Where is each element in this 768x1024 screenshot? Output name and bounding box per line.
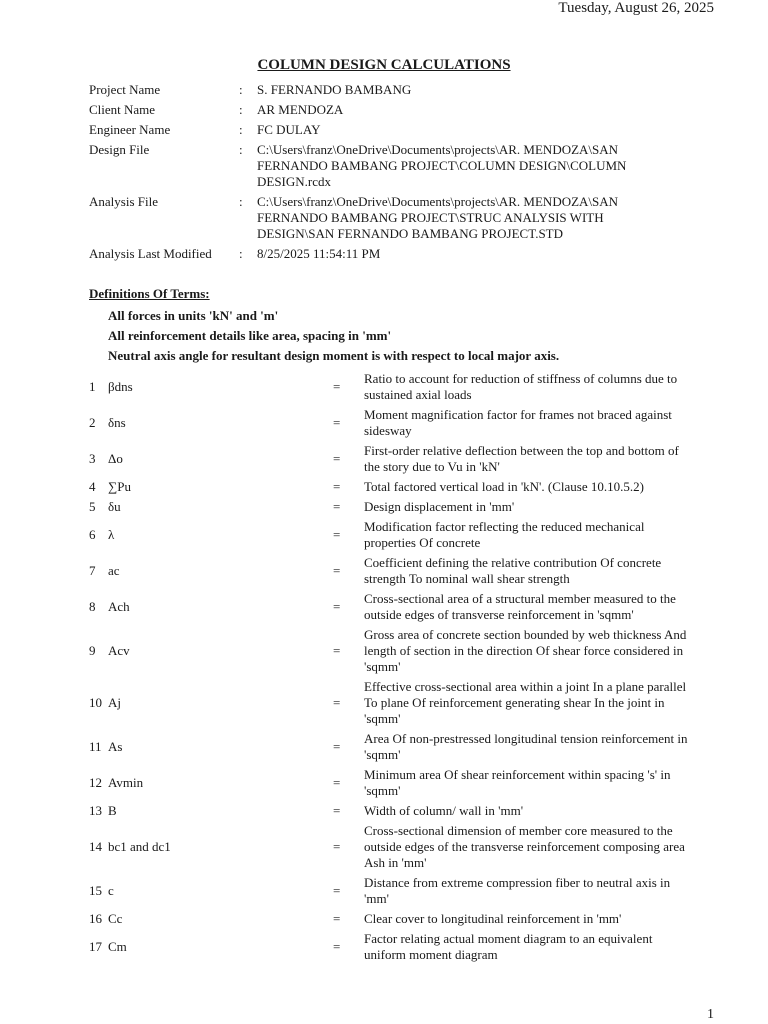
info-colon: : bbox=[239, 194, 243, 209]
term-description: Effective cross-sectional area within a joint In a plane parallel To plane Of reinforcement generating shear In the joint in 'sqmm' bbox=[364, 679, 687, 726]
terms-list bbox=[89, 371, 689, 967]
term-number: 10 bbox=[89, 695, 102, 710]
info-label: Analysis Last Modified bbox=[89, 246, 212, 261]
term-description: Ratio to account for reduction of stiffness of columns due to sustained axial loads bbox=[364, 371, 678, 402]
term-row bbox=[89, 627, 689, 675]
project-info bbox=[89, 82, 689, 266]
term-equals: = bbox=[333, 379, 341, 394]
note-forces: All forces in units 'kN' and 'm' bbox=[108, 308, 279, 323]
term-number: 4 bbox=[89, 479, 96, 494]
term-number: 11 bbox=[89, 739, 102, 754]
term-symbol: βdns bbox=[108, 379, 133, 394]
definitions-heading: Definitions Of Terms: bbox=[89, 286, 210, 301]
term-symbol: Ach bbox=[108, 599, 130, 614]
info-colon: : bbox=[239, 142, 243, 157]
info-label: Design File bbox=[89, 142, 150, 157]
term-description: Width of column/ wall in 'mm' bbox=[364, 803, 524, 818]
term-number: 9 bbox=[89, 643, 96, 658]
term-number: 8 bbox=[89, 599, 96, 614]
term-row bbox=[89, 875, 689, 907]
info-colon: : bbox=[239, 246, 243, 261]
term-symbol: B bbox=[108, 803, 117, 818]
term-row bbox=[89, 443, 689, 475]
term-symbol: λ bbox=[108, 527, 115, 542]
term-equals: = bbox=[333, 803, 341, 818]
info-row-analysis-last-modified bbox=[89, 246, 689, 262]
term-row bbox=[89, 499, 689, 515]
term-description: Modification factor reflecting the reduced mechanical properties Of concrete bbox=[364, 519, 645, 550]
term-row bbox=[89, 519, 689, 551]
info-value: 8/25/2025 11:54:11 PM bbox=[257, 246, 381, 261]
term-symbol: δu bbox=[108, 499, 121, 514]
term-row bbox=[89, 767, 689, 799]
term-row bbox=[89, 371, 689, 403]
term-equals: = bbox=[333, 775, 341, 790]
term-number: 16 bbox=[89, 911, 102, 926]
info-row-design-file bbox=[89, 142, 689, 190]
term-symbol: As bbox=[108, 739, 123, 754]
term-description: First-order relative deflection between the top and bottom of the story due to Vu in 'kN' bbox=[364, 443, 679, 474]
term-row bbox=[89, 679, 689, 727]
term-equals: = bbox=[333, 599, 341, 614]
term-equals: = bbox=[333, 839, 341, 854]
term-number: 2 bbox=[89, 415, 96, 430]
term-symbol: ∑Pu bbox=[108, 479, 131, 494]
info-row-engineer-name bbox=[89, 122, 689, 138]
term-equals: = bbox=[333, 499, 341, 514]
term-symbol: Acv bbox=[108, 643, 130, 658]
term-equals: = bbox=[333, 415, 341, 430]
term-equals: = bbox=[333, 563, 341, 578]
term-description: Cross-sectional area of a structural member measured to the outside edges of transverse reinforcement in 'sqmm' bbox=[364, 591, 676, 622]
term-symbol: Aj bbox=[108, 695, 121, 710]
term-equals: = bbox=[333, 911, 341, 926]
term-equals: = bbox=[333, 739, 341, 754]
info-label: Engineer Name bbox=[89, 122, 171, 137]
info-value: AR MENDOZA bbox=[257, 102, 344, 117]
term-row bbox=[89, 911, 689, 927]
term-row bbox=[89, 803, 689, 819]
term-equals: = bbox=[333, 451, 341, 466]
term-description: Moment magnification factor for frames not braced against sidesway bbox=[364, 407, 672, 438]
term-row bbox=[89, 591, 689, 623]
term-equals: = bbox=[333, 695, 341, 710]
term-row bbox=[89, 555, 689, 587]
term-symbol: ac bbox=[108, 563, 120, 578]
term-row bbox=[89, 479, 689, 495]
term-description: Coefficient defining the relative contribution Of concrete strength To nominal wall shear strength bbox=[364, 555, 662, 586]
term-number: 14 bbox=[89, 839, 102, 854]
term-symbol: Δo bbox=[108, 451, 123, 466]
term-row bbox=[89, 823, 689, 871]
term-description: Total factored vertical load in 'kN'. (Clause 10.10.5.2) bbox=[364, 479, 644, 494]
term-equals: = bbox=[333, 939, 341, 954]
term-number: 3 bbox=[89, 451, 96, 466]
term-equals: = bbox=[333, 883, 341, 898]
term-symbol: Cc bbox=[108, 911, 123, 926]
term-symbol: Cm bbox=[108, 939, 127, 954]
info-value: FC DULAY bbox=[257, 122, 321, 137]
term-symbol: δns bbox=[108, 415, 126, 430]
term-description: Factor relating actual moment diagram to an equivalent uniform moment diagram bbox=[364, 931, 653, 962]
info-row-client-name bbox=[89, 102, 689, 118]
page-date: Tuesday, August 26, 2025 bbox=[558, 0, 714, 16]
term-row bbox=[89, 931, 689, 963]
term-equals: = bbox=[333, 479, 341, 494]
term-number: 6 bbox=[89, 527, 96, 542]
term-description: Area Of non-prestressed longitudinal tension reinforcement in 'sqmm' bbox=[364, 731, 688, 762]
note-reinforcement: All reinforcement details like area, spacing in 'mm' bbox=[108, 328, 392, 343]
term-number: 15 bbox=[89, 883, 102, 898]
term-description: Design displacement in 'mm' bbox=[364, 499, 515, 514]
info-value: S. FERNANDO BAMBANG bbox=[257, 82, 412, 97]
term-row bbox=[89, 731, 689, 763]
info-label: Project Name bbox=[89, 82, 161, 97]
term-symbol: Avmin bbox=[108, 775, 144, 790]
term-symbol: c bbox=[108, 883, 114, 898]
term-number: 5 bbox=[89, 499, 96, 514]
info-value: C:\Users\franz\OneDrive\Documents\projects\AR. MENDOZA\SAN FERNANDO BAMBANG PROJECT\COLUMN DESIGN\COLUMN DESIGN.rcdx bbox=[257, 142, 627, 189]
term-number: 17 bbox=[89, 939, 102, 954]
term-number: 13 bbox=[89, 803, 102, 818]
term-description: Gross area of concrete section bounded by web thickness And length of section in the direction Of shear force considered in 'sqmm' bbox=[364, 627, 687, 674]
term-number: 7 bbox=[89, 563, 96, 578]
term-equals: = bbox=[333, 527, 341, 542]
info-label: Client Name bbox=[89, 102, 156, 117]
term-row bbox=[89, 407, 689, 439]
term-number: 12 bbox=[89, 775, 102, 790]
term-number: 1 bbox=[89, 379, 96, 394]
term-description: Cross-sectional dimension of member core measured to the outside edges of the transverse reinforcement composing area Ash in 'mm' bbox=[364, 823, 685, 870]
info-row-analysis-file bbox=[89, 194, 689, 242]
term-description: Minimum area Of shear reinforcement within spacing 's' in 'sqmm' bbox=[364, 767, 671, 798]
term-description: Clear cover to longitudinal reinforcement in 'mm' bbox=[364, 911, 622, 926]
info-value: C:\Users\franz\OneDrive\Documents\projects\AR. MENDOZA\SAN FERNANDO BAMBANG PROJECT\STRUC ANALYSIS WITH DESIGN\SAN FERNANDO BAMBANG PROJECT.STD bbox=[257, 194, 619, 241]
term-equals: = bbox=[333, 643, 341, 658]
page-number: 1 bbox=[707, 1007, 714, 1022]
term-symbol: bc1 and dc1 bbox=[108, 839, 171, 854]
info-row-project-name bbox=[89, 82, 689, 98]
term-description: Distance from extreme compression fiber to neutral axis in 'mm' bbox=[364, 875, 671, 906]
info-colon: : bbox=[239, 122, 243, 137]
unit-notes bbox=[108, 306, 559, 366]
note-neutral-axis: Neutral axis angle for resultant design moment is with respect to local major axis. bbox=[108, 348, 560, 363]
info-colon: : bbox=[239, 82, 243, 97]
info-colon: : bbox=[239, 102, 243, 117]
info-label: Analysis File bbox=[89, 194, 158, 209]
document-title: COLUMN DESIGN CALCULATIONS bbox=[257, 57, 511, 73]
